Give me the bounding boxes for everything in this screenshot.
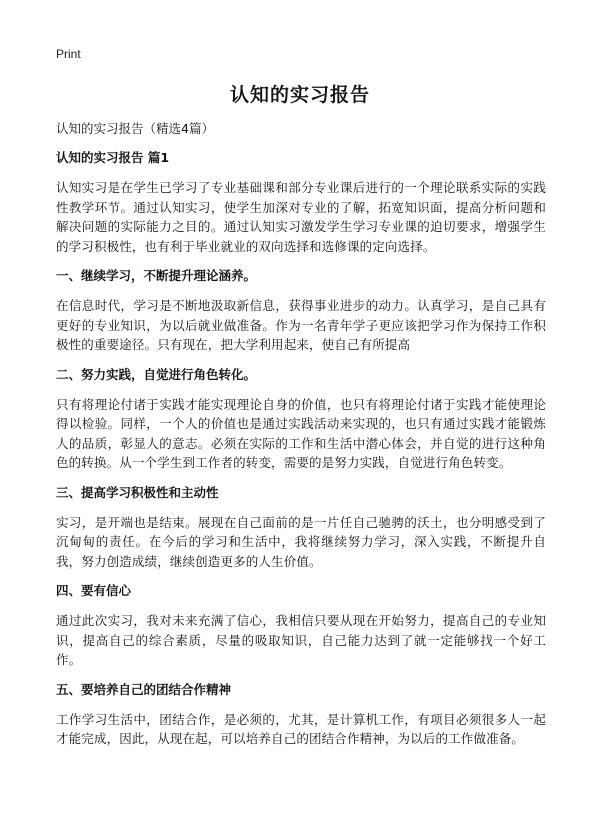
intro-paragraph: 认知实习是在学生已学习了专业基础课和部分专业课后进行的一个理论联系实际的实践性教学环节。通过认知实习，使学生加深对专业的了解，拓宽知识面，提高分析问题和解决问题的实际能力之目的。通过认知实习激发学生学习专业课的迫切要求，增强学生的学习积极性，也有利于毕业就业的双向选择和选修课的定向选择。: [56, 180, 546, 254]
section-body-4: 通过此次实习，我对未来充满了信心，我相信只要从现在开始努力，提高自己的专业知识，提高自己的综合素质，尽量的吸取知识，自己能力达到了就一定能够找一个好工作。: [56, 613, 546, 667]
section-heading-5: 五、要培养自己的团结合作精神: [56, 681, 232, 697]
section-heading-1: 一、继续学习，不断提升理论涵养。: [56, 268, 257, 283]
section-body-3: 实习，是开端也是结束。展现在自己面前的是一片任自己驰骋的沃土，也分明感受到了沉甸甸的责任。在今后的学习和生活中，我将继续努力学习，深入实践，不断提升自我，努力创造成绩，继续创造更多的人生价值。: [56, 514, 546, 569]
document-subtitle: 认知的实习报告（精选4篇）: [56, 121, 214, 136]
document-body: [56, 120, 546, 760]
section-body-2: 只有将理论付诸于实践才能实现理论自身的价值，也只有将理论付诸于实践才能使理论得以检验。同样，一个人的价值也是通过实践活动来实现的，也只有通过实践才能锻炼人的品质，彰显人的意志。必须在实际的工作和生活中潜心体会，并自觉的进行这种角色的转换。从一个学生到工作者的转变，需要的是努力实践，自觉进行角色转变。: [56, 396, 546, 470]
section-body-1: 在信息时代，学习是不断地汲取新信息，获得事业进步的动力。认真学习，是自己具有更好的专业知识，为以后就业做准备。作为一名青年学子更应该把学习作为保持工作积极性的重要途径。只有现在，把大学利用起来，使自己有所提高: [56, 298, 546, 352]
article-heading: 认知的实习报告 篇1: [56, 150, 170, 165]
section-heading-2: 二、努力实践，自觉进行角色转化。: [56, 366, 257, 382]
section-body-5: 工作学习生活中，团结合作，是必须的，尤其，是计算机工作，有项目必须很多人一起才能完成，因此，从现在起，可以培养自己的团结合作精神，为以后的工作做准备。: [56, 711, 546, 746]
print-link[interactable]: Print: [56, 47, 81, 61]
section-heading-3: 三、提高学习积极性和主动性: [56, 484, 219, 500]
page-title: 认知的实习报告: [229, 84, 370, 106]
section-heading-4: 四、要有信心: [56, 583, 132, 598]
